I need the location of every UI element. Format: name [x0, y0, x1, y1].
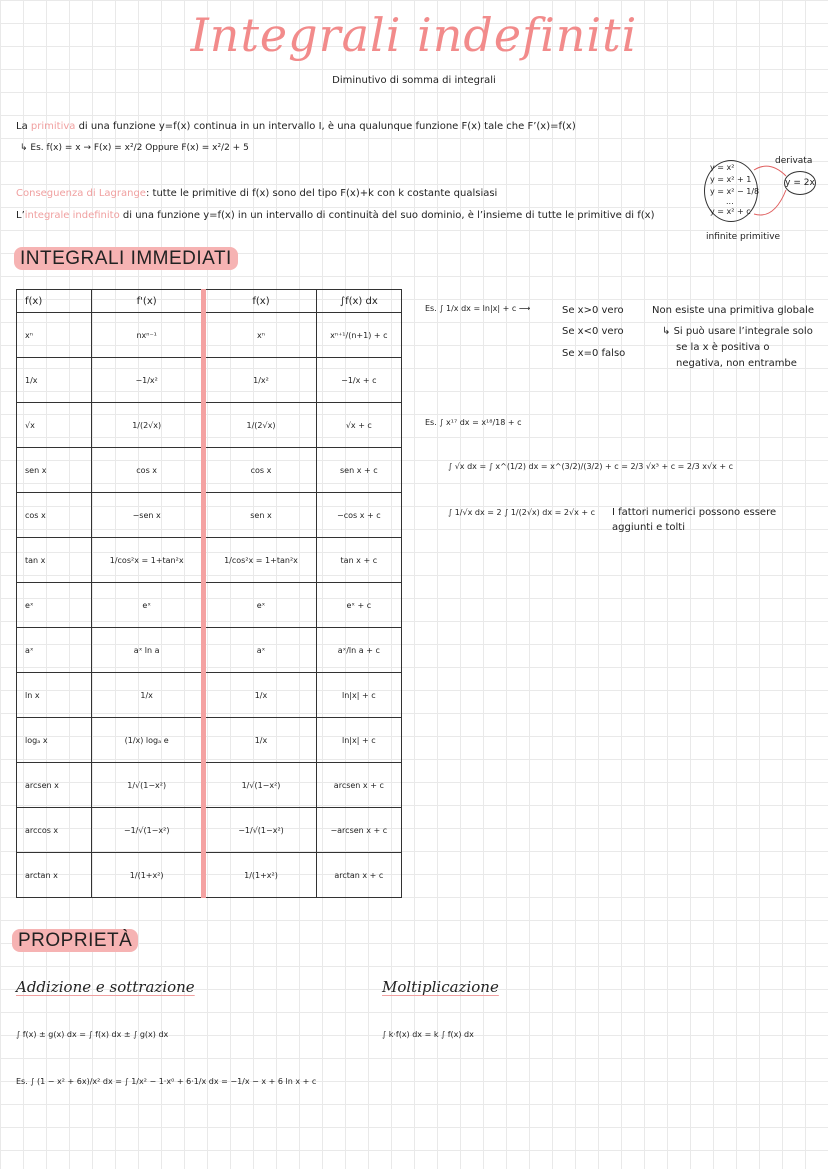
table-cell: √x + c: [316, 403, 401, 448]
table-cell: arcsen x: [17, 763, 92, 808]
highlight-primitiva: primitiva: [30, 121, 76, 132]
table-cell: aˣ ln a: [92, 628, 204, 673]
table-cell: 1/(1+x²): [92, 853, 204, 898]
table-cell: cos x: [17, 493, 92, 538]
table-row: [17, 493, 402, 538]
primitive-1: y = x²: [710, 163, 735, 172]
table-cell: ln|x| + c: [316, 718, 401, 763]
note-line-3: se la x è positiva o: [676, 342, 770, 353]
table-row: [17, 718, 402, 763]
table-row: [17, 403, 402, 448]
heading-addizione: Addizione e sottrazione: [16, 978, 195, 996]
table-row: [17, 673, 402, 718]
note-line-2: ↳ Si può usare l’integrale solo: [662, 326, 813, 337]
definition-integral: L’integrale indefinito di una funzione y=f(x) in un intervallo di continuità del suo dominio, è l’insieme di tutte le primitive di f(x): [16, 210, 655, 221]
case-positive: Se x>0 vero: [562, 305, 624, 316]
table-cell: −arcsen x + c: [316, 808, 401, 853]
table-cell: sen x: [17, 448, 92, 493]
table-cell: 1/√(1−x²): [204, 763, 316, 808]
table-cell: arctan x + c: [316, 853, 401, 898]
infinite-primitives-label: infinite primitive: [706, 232, 781, 242]
table-cell: eˣ: [17, 583, 92, 628]
arrow-icon: ↳: [662, 326, 674, 337]
table-header-cell: f'(x): [92, 290, 204, 313]
table-row: [17, 358, 402, 403]
heading-moltiplicazione: Moltiplicazione: [382, 978, 499, 996]
table-cell: 1/x: [204, 673, 316, 718]
table-cell: 1/(2√x): [92, 403, 204, 448]
table-row: [17, 538, 402, 583]
page-title: Integrali indefiniti: [190, 8, 638, 62]
primitive-dots: ...: [726, 197, 734, 206]
formula-moltiplicazione: ∫ k·f(x) dx = k ∫ f(x) dx: [382, 1030, 474, 1039]
table-header-row: [17, 290, 402, 313]
primitive-2: y = x² + 1: [710, 175, 752, 184]
table-row: [17, 448, 402, 493]
definition-primitiva: La primitiva di una funzione y=f(x) continua in un intervallo I, è una qualunque funzione F(x) tale che F’(x)=f(x): [16, 121, 576, 132]
primitive-3: y = x² − 1/8: [710, 187, 760, 196]
table-cell: 1/x: [92, 673, 204, 718]
table-header-cell: f(x): [17, 290, 92, 313]
example-x17: Es. ∫ x¹⁷ dx = x¹⁸/18 + c: [425, 418, 522, 427]
table-cell: −1/x + c: [316, 358, 401, 403]
table-row: [17, 313, 402, 358]
table-cell: sen x: [204, 493, 316, 538]
page-subtitle: Diminutivo di somma di integrali: [332, 75, 496, 86]
table-cell: tan x + c: [316, 538, 401, 583]
table-cell: −1/x²: [92, 358, 204, 403]
table-cell: xⁿ: [204, 313, 316, 358]
table-cell: 1/(2√x): [204, 403, 316, 448]
table-cell: √x: [17, 403, 92, 448]
lagrange-consequence: Conseguenza di Lagrange: tutte le primitive di f(x) sono del tipo F(x)+k con k costante qualsiasi: [16, 188, 498, 199]
table-cell: arctan x: [17, 853, 92, 898]
case-zero: Se x=0 falso: [562, 348, 626, 359]
table-row: [17, 628, 402, 673]
table-cell: cos x: [92, 448, 204, 493]
table-cell: nxⁿ⁻¹: [92, 313, 204, 358]
example-addizione: Es. ∫ (1 − x² + 6x)/x² dx = ∫ 1/x² − 1·x⁰ + 6·1/x dx = −1/x − x + 6 ln x + c: [16, 1077, 317, 1086]
table-cell: xⁿ: [17, 313, 92, 358]
note-factors-2: aggiunti e tolti: [612, 522, 686, 533]
table-row: [17, 808, 402, 853]
table-cell: xⁿ⁺¹/(n+1) + c: [316, 313, 401, 358]
table-cell: 1/cos²x = 1+tan²x: [204, 538, 316, 583]
table-cell: 1/√(1−x²): [92, 763, 204, 808]
section-proprieta: PROPRIETÀ: [12, 930, 138, 952]
example-sqrt-x: ∫ √x dx = ∫ x^(1/2) dx = x^(3/2)/(3/2) + c = 2/3 √x³ + c = 2/3 x√x + c: [448, 462, 734, 471]
table-cell: arccos x: [17, 808, 92, 853]
table-cell: eˣ + c: [316, 583, 401, 628]
integrals-table: [16, 289, 402, 898]
table-cell: aˣ: [17, 628, 92, 673]
note-factors-1: I fattori numerici possono essere: [612, 507, 777, 518]
formula-addizione: ∫ f(x) ± g(x) dx = ∫ f(x) dx ± ∫ g(x) dx: [16, 1030, 169, 1039]
table-cell: −cos x + c: [316, 493, 401, 538]
table-cell: −sen x: [92, 493, 204, 538]
derivative-circle: y = 2x: [784, 171, 816, 195]
table-cell: (1/x) logₐ e: [92, 718, 204, 763]
table-cell: 1/(1+x²): [204, 853, 316, 898]
table-cell: sen x + c: [316, 448, 401, 493]
table-cell: ln|x| + c: [316, 673, 401, 718]
table-cell: tan x: [17, 538, 92, 583]
table-cell: logₐ x: [17, 718, 92, 763]
table-cell: 1/x: [204, 718, 316, 763]
table-cell: 1/x²: [204, 358, 316, 403]
table-row: [17, 763, 402, 808]
table-cell: −1/√(1−x²): [204, 808, 316, 853]
table-cell: ln x: [17, 673, 92, 718]
table-cell: aˣ/ln a + c: [316, 628, 401, 673]
table-cell: cos x: [204, 448, 316, 493]
note-global: Non esiste una primitiva globale: [652, 305, 815, 316]
table-cell: arcsen x + c: [316, 763, 401, 808]
table-cell: eˣ: [204, 583, 316, 628]
arrow-icon: ↳: [20, 143, 31, 153]
table-header-cell: ∫f(x) dx: [316, 290, 401, 313]
diagram-arrows: [740, 160, 790, 220]
table-cell: eˣ: [92, 583, 204, 628]
table-header-cell: f(x): [204, 290, 316, 313]
section-integrali-immediati: INTEGRALI IMMEDIATI: [14, 248, 238, 270]
example-1-over-x: Es. ∫ 1/x dx = ln|x| + c ⟶: [425, 304, 531, 313]
table-row: [17, 583, 402, 628]
table-cell: −1/√(1−x²): [92, 808, 204, 853]
table-cell: 1/x: [17, 358, 92, 403]
table-cell: aˣ: [204, 628, 316, 673]
derivata-label: derivata: [775, 156, 813, 166]
example-primitive: ↳ Es. f(x) = x → F(x) = x²/2 Oppure F(x) = x²/2 + 5: [20, 143, 249, 153]
primitive-general: y = x² + c: [710, 207, 751, 216]
table-cell: 1/cos²x = 1+tan²x: [92, 538, 204, 583]
table-row: [17, 853, 402, 898]
case-negative: Se x<0 vero: [562, 326, 624, 337]
note-line-4: negativa, non entrambe: [676, 358, 797, 369]
example-1-over-sqrt: ∫ 1/√x dx = 2 ∫ 1/(2√x) dx = 2√x + c: [448, 508, 596, 517]
